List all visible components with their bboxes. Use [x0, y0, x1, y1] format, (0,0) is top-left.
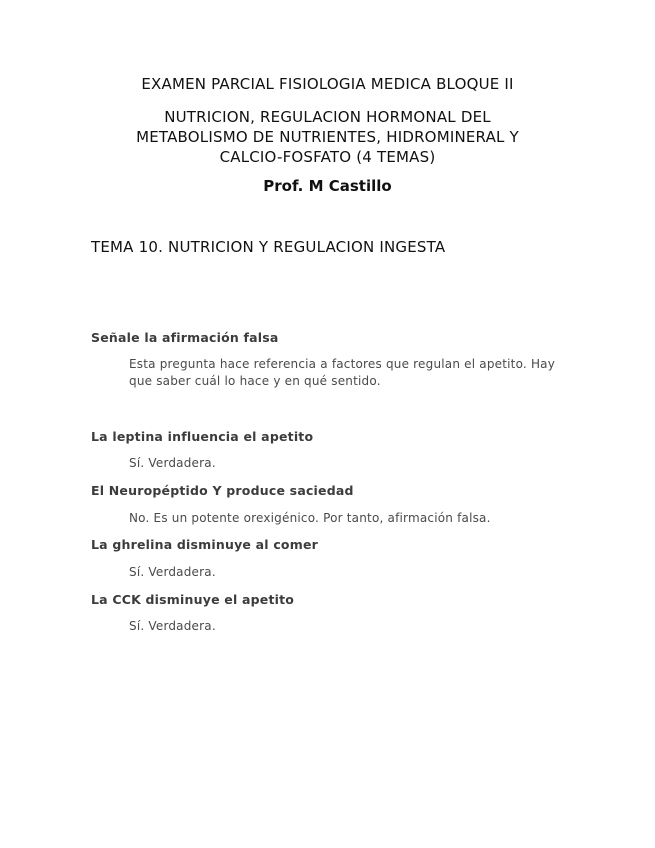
section-title: TEMA 10. NUTRICION Y REGULACION INGESTA	[91, 238, 446, 256]
exam-subtitle	[0, 107, 655, 167]
option-statement: El Neuropéptido Y produce saciedad	[91, 483, 354, 498]
exam-subtitle-line: CALCIO-FOSFATO (4 TEMAS)	[219, 148, 436, 166]
option-answer: Sí. Verdadera.	[129, 456, 216, 470]
author-name: Prof. M Castillo	[263, 177, 392, 195]
exam-title: EXAMEN PARCIAL FISIOLOGIA MEDICA BLOQUE II	[141, 75, 514, 93]
option-answer: Sí. Verdadera.	[129, 565, 216, 579]
exam-subtitle-line: NUTRICION, REGULACION HORMONAL DEL	[164, 108, 491, 126]
option-statement: La CCK disminuye el apetito	[91, 592, 295, 607]
exam-subtitle-line: METABOLISMO DE NUTRIENTES, HIDROMINERAL Y	[136, 128, 519, 146]
question-note: Esta pregunta hace referencia a factores que regulan el apetito. Hay que saber cuál lo hace y en qué sentido.	[129, 357, 556, 388]
option-answer: Sí. Verdadera.	[129, 619, 216, 633]
option-statement: La leptina influencia el apetito	[91, 429, 314, 444]
option-statement: La ghrelina disminuye al comer	[91, 537, 318, 552]
question-prompt: Señale la afirmación falsa	[91, 330, 279, 345]
option-answer: No. Es un potente orexigénico. Por tanto, afirmación falsa.	[129, 511, 491, 525]
